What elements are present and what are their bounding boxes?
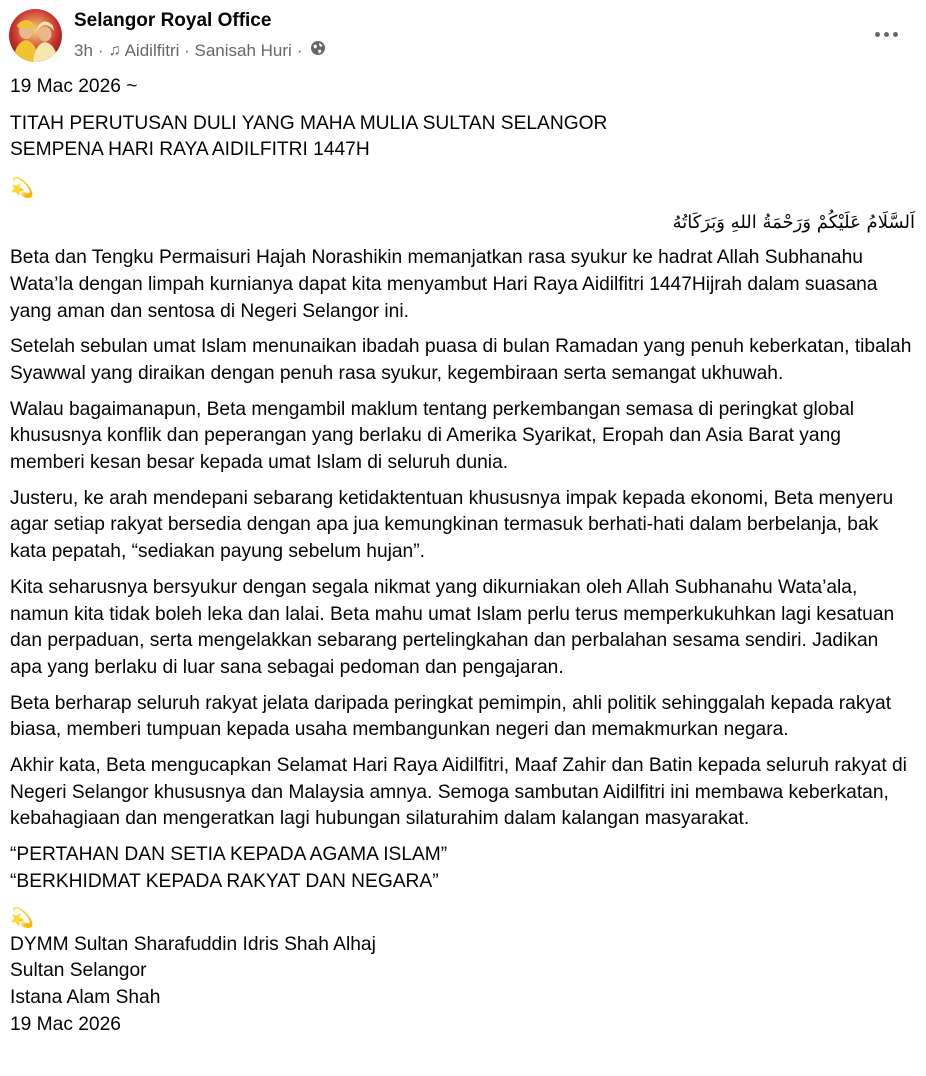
paragraph: Kita seharusnya bersyukur dengan segala nikmat yang dikurniakan oleh Allah Subhanahu Wata’ala, namun kita tidak boleh leka dan lalai. Beta mahu umat Islam perlu terus memperkukuhkan lagi kesatuan dan perpaduan, serta mengelakkan sebarang pertelingkahan dan perbalahan sesama sendiri. Jadikan apa yang berlaku di luar sana sebagai pedoman dan pengajaran. (10, 576, 895, 678)
audio-track-link[interactable]: Aidilfitri · Sanisah Huri (124, 40, 292, 60)
paragraph: Beta dan Tengku Permaisuri Hajah Norashikin memanjatkan rasa syukur ke hadrat Allah Subhanahu Wata’la dengan limpah kurnianya dapat kita menyambut Hari Raya Aidilfitri 1447Hijrah dalam suasana yang aman dan sentosa di Negeri Selangor ini. (10, 247, 878, 322)
paragraph: Akhir kata, Beta mengucapkan Selamat Hari Raya Aidilfitri, Maaf Zahir dan Batin kepada seluruh rakyat di Negeri Selangor khususnya dan Malaysia amnya. Semoga sambutan Aidilfitri ini membawa keberkatan, kebahagiaan dan mengeratkan lagi hubungan silaturahim dalam kalangan masyarakat. (10, 755, 907, 830)
page-name[interactable]: Selangor Royal Office (74, 10, 272, 31)
avatar[interactable] (9, 9, 62, 62)
sparkle-emoji-icon: 💫 (10, 907, 34, 929)
signature-line: DYMM Sultan Sharafuddin Idris Shah Alhaj (10, 933, 376, 955)
post-time[interactable]: 3h (74, 40, 93, 60)
music-note-icon: ♫ (108, 41, 121, 59)
more-horizontal-icon (875, 32, 880, 37)
paragraph: Walau bagaimanapun, Beta mengambil maklum tentang perkembangan semasa di peringkat global khususnya konflik dan peperangan yang berlaku di Amerika Syarikat, Eropah dan Asia Barat yang memberi kesan besar kepada umat Islam di seluruh dunia. (10, 398, 855, 474)
motto-line: “PERTAHAN DAN SETIA KEPADA AGAMA ISLAM” (10, 844, 448, 866)
post-header (0, 0, 926, 70)
more-options-button[interactable] (866, 20, 906, 48)
title-line: TITAH PERUTUSAN DULI YANG MAHA MULIA SULTAN SELANGOR (10, 112, 608, 134)
separator-dot: · (296, 40, 303, 60)
separator-dot: · (97, 40, 104, 60)
royal-portrait-icon (9, 9, 62, 62)
motto-line: “BERKHIDMAT KEPADA RAKYAT DAN NEGARA” (10, 870, 439, 892)
paragraph: Setelah sebulan umat Islam menunaikan ibadah puasa di bulan Ramadan yang penuh keberkatan, tibalah Syawwal yang diraikan dengan penuh rasa syukur, kegembiraan serta semangat ukhuwah. (10, 336, 912, 384)
sparkle-emoji-icon: 💫 (10, 178, 34, 200)
post-meta (74, 40, 326, 61)
paragraph: Beta berharap seluruh rakyat jelata daripada peringkat pemimpin, ahli politik sehinggalah kepada rakyat biasa, memberi tumpuan kepada usaha membangunkan negeri dan memakmurkan negara. (10, 692, 892, 741)
signature-line: Sultan Selangor (10, 960, 147, 982)
paragraph: Justeru, ke arah mendepani sebarang ketidaktentuan khususnya impak kepada ekonomi, Beta menyeru agar setiap rakyat bersedia dengan apa jua kemungkinan termasuk berhati-hati dalam berbelanja, bak kata pepatah, “sediakan payung sebelum hujan”. (10, 487, 894, 563)
signature-line: 19 Mac 2026 (10, 1013, 121, 1035)
signature-line: Istana Alam Shah (10, 986, 161, 1008)
post-body (10, 74, 915, 1038)
globe-icon[interactable] (310, 40, 326, 61)
date-line: 19 Mac 2026 ~ (10, 76, 138, 97)
salam-greeting: اَلسَّلَامُ عَلَيْكُمْ وَرَحْمَةُ اللهِ وَبَرَكَاتُهُ (672, 212, 915, 234)
title-line: SEMPENA HARI RAYA AIDILFITRI 1447H (10, 139, 370, 161)
